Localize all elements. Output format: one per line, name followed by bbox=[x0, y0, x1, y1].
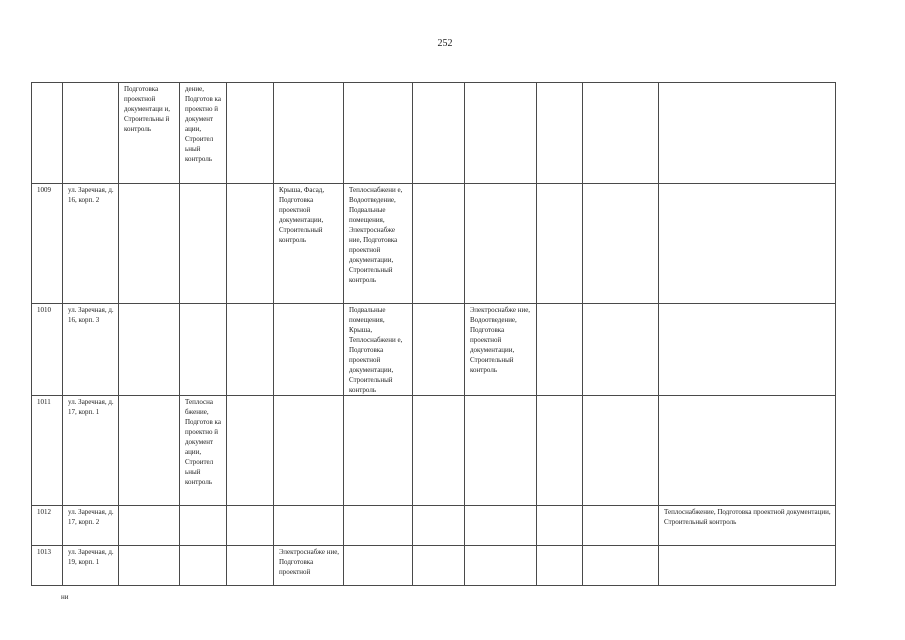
work-types-cell bbox=[583, 83, 659, 184]
work-types-cell bbox=[537, 184, 583, 304]
work-types-cell bbox=[119, 304, 180, 396]
work-types-cell: Подготовка проектной документаци и, Строительны й контроль bbox=[119, 83, 180, 184]
address-cell: ул. Заречная, д. 16, корп. 3 bbox=[63, 304, 119, 396]
work-types-cell bbox=[583, 506, 659, 546]
work-types-cell: Электроснабже ние, Подготовка проектной bbox=[274, 546, 344, 586]
work-types-cell bbox=[465, 546, 537, 586]
work-types-cell bbox=[537, 396, 583, 506]
work-types-cell bbox=[537, 506, 583, 546]
row-number-cell: 1013 bbox=[32, 546, 63, 586]
work-types-cell bbox=[344, 83, 413, 184]
row-number-cell bbox=[32, 83, 63, 184]
row-number-cell: 1012 bbox=[32, 506, 63, 546]
works-schedule-table bbox=[31, 82, 836, 586]
work-types-cell bbox=[413, 396, 465, 506]
row-number-cell: 1009 bbox=[32, 184, 63, 304]
work-types-cell bbox=[537, 546, 583, 586]
row-number-cell: 1011 bbox=[32, 396, 63, 506]
work-types-cell bbox=[537, 83, 583, 184]
work-types-cell bbox=[227, 546, 274, 586]
work-types-cell bbox=[344, 506, 413, 546]
address-cell: ул. Заречная, д. 17, корп. 1 bbox=[63, 396, 119, 506]
work-types-cell bbox=[659, 546, 836, 586]
table-row bbox=[32, 184, 836, 304]
work-types-cell bbox=[119, 546, 180, 586]
work-types-cell bbox=[227, 184, 274, 304]
work-types-cell bbox=[119, 184, 180, 304]
work-types-cell bbox=[659, 304, 836, 396]
work-types-cell: Теплосна бжение, Подготов ка проектно й документ ации, Строител ьный контроль bbox=[180, 396, 227, 506]
work-types-cell bbox=[227, 506, 274, 546]
work-types-cell bbox=[227, 396, 274, 506]
work-types-cell bbox=[274, 506, 344, 546]
work-types-cell bbox=[119, 506, 180, 546]
table-row bbox=[32, 396, 836, 506]
table-row bbox=[32, 83, 836, 184]
work-types-cell: Теплоснабжени е, Водоотведение, Подвальные помещения, Электроснабже ние, Подготовка проектной документации, Строительный контроль bbox=[344, 184, 413, 304]
address-cell: ул. Заречная, д. 19, корп. 1 bbox=[63, 546, 119, 586]
work-types-cell bbox=[227, 83, 274, 184]
work-types-cell bbox=[119, 396, 180, 506]
work-types-cell: Крыша, Фасад, Подготовка проектной документации, Строительный контроль bbox=[274, 184, 344, 304]
work-types-cell bbox=[583, 546, 659, 586]
work-types-cell bbox=[583, 396, 659, 506]
page-number: 252 bbox=[437, 38, 453, 49]
address-cell: ул. Заречная, д. 17, корп. 2 bbox=[63, 506, 119, 546]
work-types-cell bbox=[274, 83, 344, 184]
work-types-cell bbox=[465, 83, 537, 184]
work-types-cell: Электроснабже ние, Водоотведение, Подготовка проектной документации, Строительный контроль bbox=[465, 304, 537, 396]
work-types-cell bbox=[583, 184, 659, 304]
work-types-cell bbox=[180, 184, 227, 304]
row-number-cell: 1010 bbox=[32, 304, 63, 396]
footer-text: ни bbox=[61, 593, 69, 601]
work-types-cell bbox=[274, 304, 344, 396]
work-types-cell bbox=[180, 546, 227, 586]
work-types-cell: Теплоснабжение, Подготовка проектной документации, Строительный контроль bbox=[659, 506, 836, 546]
work-types-cell: Подвальные помещения, Крыша, Теплоснабжени е, Подготовка проектной документации, Строительный контроль bbox=[344, 304, 413, 396]
work-types-cell bbox=[413, 83, 465, 184]
work-types-cell bbox=[413, 546, 465, 586]
work-types-cell bbox=[583, 304, 659, 396]
work-types-cell bbox=[659, 83, 836, 184]
work-types-cell bbox=[659, 396, 836, 506]
table-row bbox=[32, 506, 836, 546]
table-row bbox=[32, 304, 836, 396]
work-types-cell bbox=[344, 546, 413, 586]
work-types-cell: дение, Подготов ка проектно й документ ации, Строител ьный контроль bbox=[180, 83, 227, 184]
work-types-cell bbox=[180, 304, 227, 396]
address-cell: ул. Заречная, д. 16, корп. 2 bbox=[63, 184, 119, 304]
work-types-cell bbox=[180, 506, 227, 546]
work-types-cell bbox=[227, 304, 274, 396]
address-cell bbox=[63, 83, 119, 184]
work-types-cell bbox=[274, 396, 344, 506]
work-types-cell bbox=[413, 184, 465, 304]
work-types-cell bbox=[413, 304, 465, 396]
work-types-cell bbox=[413, 506, 465, 546]
work-types-cell bbox=[537, 304, 583, 396]
work-types-cell bbox=[465, 506, 537, 546]
table-row bbox=[32, 546, 836, 586]
work-types-cell bbox=[659, 184, 836, 304]
work-types-cell bbox=[465, 396, 537, 506]
work-types-cell bbox=[344, 396, 413, 506]
work-types-cell bbox=[465, 184, 537, 304]
